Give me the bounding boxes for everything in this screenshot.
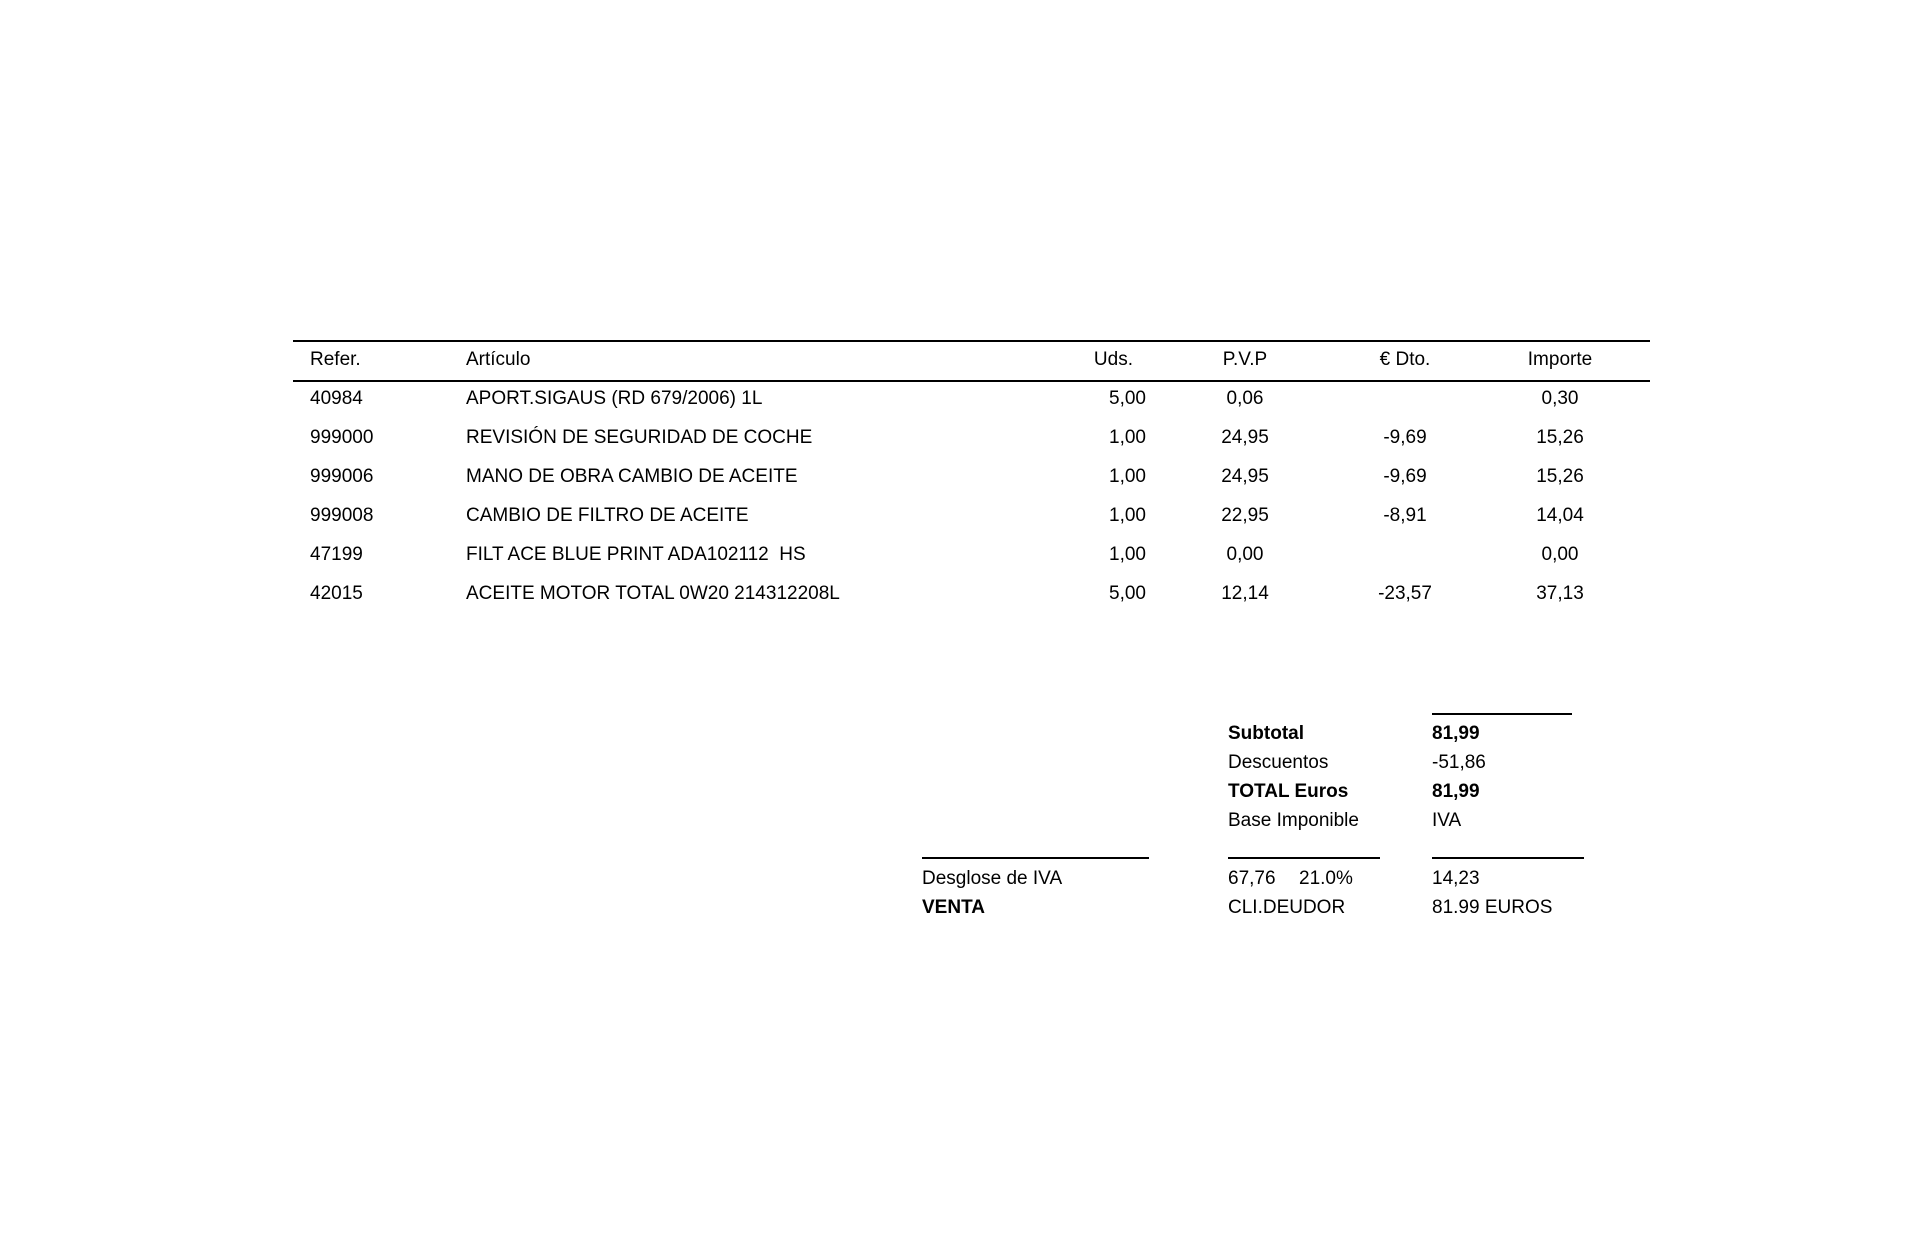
cell-units: 1,00 xyxy=(1109,427,1146,448)
cell-ref: 42015 xyxy=(310,583,363,604)
vat-rule-right xyxy=(1432,857,1584,859)
cell-pvp: 24,95 xyxy=(1221,427,1269,448)
cell-discount: -23,57 xyxy=(1378,583,1432,604)
payment-label: CLI.DEUDOR xyxy=(1228,897,1346,918)
cell-amount: 14,04 xyxy=(1536,505,1584,526)
cell-pvp: 24,95 xyxy=(1221,466,1269,487)
sale-label: VENTA xyxy=(922,897,985,918)
cell-discount: -9,69 xyxy=(1383,427,1427,448)
subtotal-value: 81,99 xyxy=(1432,723,1480,744)
cell-ref: 999006 xyxy=(310,466,374,487)
cell-amount: 15,26 xyxy=(1536,427,1584,448)
vat-iva-amount: 14,23 xyxy=(1432,868,1480,889)
vat-base-amount: 67,76 xyxy=(1228,868,1276,889)
base-label: Base Imponible xyxy=(1228,810,1359,831)
cell-pvp: 0,00 xyxy=(1226,544,1264,565)
discounts-value: -51,86 xyxy=(1432,752,1486,773)
cell-units: 1,00 xyxy=(1109,466,1146,487)
cell-article: REVISIÓN DE SEGURIDAD DE COCHE xyxy=(466,427,813,448)
cell-amount: 15,26 xyxy=(1536,466,1584,487)
cell-discount: -9,69 xyxy=(1383,466,1427,487)
header-amount: Importe xyxy=(1527,349,1593,370)
table-header-rule xyxy=(293,380,1650,382)
cell-ref: 999000 xyxy=(310,427,374,448)
cell-units: 1,00 xyxy=(1109,505,1146,526)
cell-amount: 37,13 xyxy=(1536,583,1584,604)
cell-pvp: 22,95 xyxy=(1221,505,1269,526)
cell-article: FILT ACE BLUE PRINT ADA102112 HS xyxy=(466,544,806,565)
total-label: TOTAL Euros xyxy=(1228,781,1349,802)
header-article: Artículo xyxy=(466,349,531,370)
totals-top-rule xyxy=(1432,713,1572,715)
iva-label: IVA xyxy=(1432,810,1462,831)
cell-units: 1,00 xyxy=(1109,544,1146,565)
cell-units: 5,00 xyxy=(1109,388,1146,409)
subtotal-label: Subtotal xyxy=(1228,723,1304,744)
vat-rule-middle xyxy=(1228,857,1380,859)
discounts-label: Descuentos xyxy=(1228,752,1329,773)
cell-units: 5,00 xyxy=(1109,583,1146,604)
cell-pvp: 0,06 xyxy=(1226,388,1264,409)
vat-rate: 21.0% xyxy=(1299,868,1353,889)
header-ref: Refer. xyxy=(310,349,361,370)
header-units: Uds. xyxy=(1093,349,1133,370)
cell-ref: 47199 xyxy=(310,544,363,565)
cell-ref: 40984 xyxy=(310,388,363,409)
header-discount: € Dto. xyxy=(1379,349,1431,370)
cell-discount: -8,91 xyxy=(1383,505,1427,526)
cell-pvp: 12,14 xyxy=(1221,583,1269,604)
cell-amount: 0,30 xyxy=(1541,388,1579,409)
cell-article: CAMBIO DE FILTRO DE ACEITE xyxy=(466,505,749,526)
total-value: 81,99 xyxy=(1432,781,1480,802)
cell-article: APORT.SIGAUS (RD 679/2006) 1L xyxy=(466,388,763,409)
cell-article: ACEITE MOTOR TOTAL 0W20 214312208L xyxy=(466,583,840,604)
table-top-rule xyxy=(293,340,1650,342)
cell-article: MANO DE OBRA CAMBIO DE ACEITE xyxy=(466,466,798,487)
cell-amount: 0,00 xyxy=(1541,544,1579,565)
payment-amount: 81.99 EUROS xyxy=(1432,897,1553,918)
vat-rule-left xyxy=(922,857,1149,859)
cell-ref: 999008 xyxy=(310,505,374,526)
vat-breakdown-label: Desglose de IVA xyxy=(922,868,1063,889)
header-pvp: P.V.P xyxy=(1222,349,1268,370)
